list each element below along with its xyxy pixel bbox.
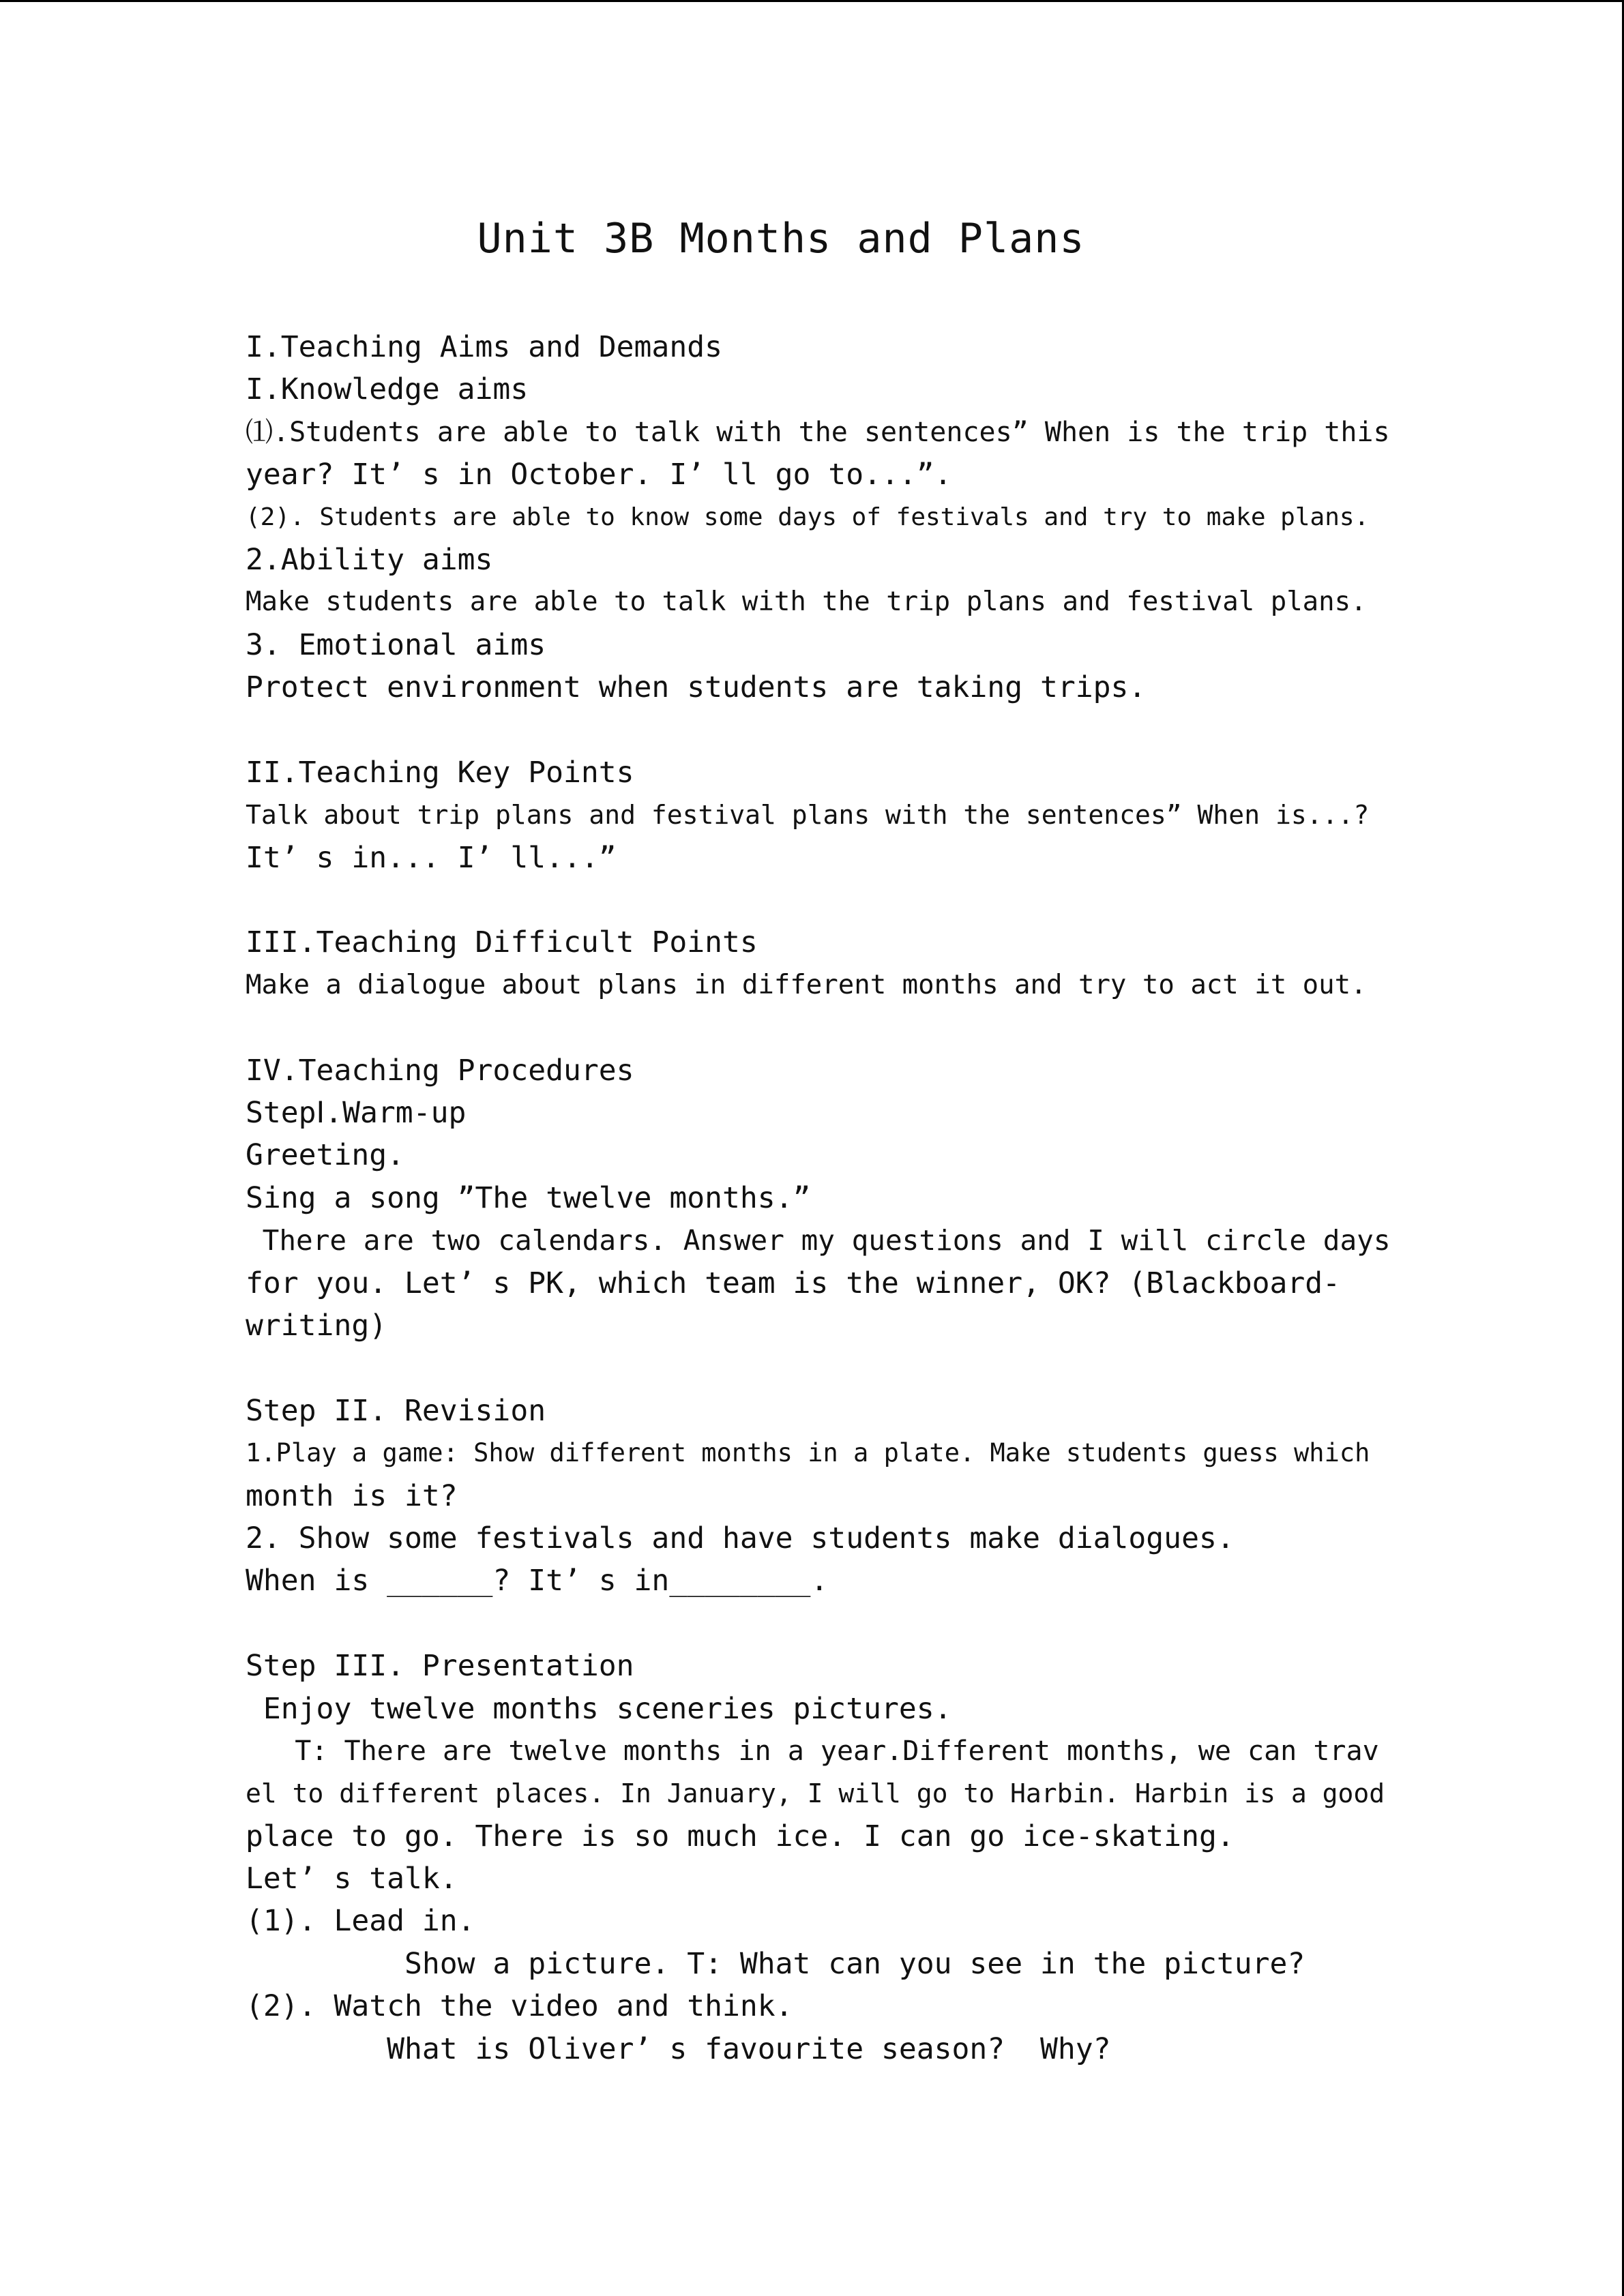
text-line: year? It’ s in October. I’ ll go to...”. (246, 458, 952, 492)
subheading-emotional-aims: 3. Emotional aims (246, 627, 546, 662)
text-line: writing) (246, 1308, 387, 1343)
blank-line (246, 1007, 1391, 1049)
document-body (246, 326, 1391, 2070)
subheading-knowledge-aims: I.Knowledge aims (246, 372, 529, 407)
text-line: 2. Show some festivals and have students make dialogues. (246, 1521, 1235, 1555)
text-line: (1). Lead in. (246, 1904, 475, 1939)
blank-line (246, 879, 1391, 921)
text-line: (2). Watch the video and think. (246, 1989, 793, 2024)
text-line: When is ______? It’ s in________. (246, 1564, 829, 1598)
text-line: Greeting. (246, 1138, 404, 1173)
blank-line (246, 1602, 1391, 1645)
section-heading-aims: I.Teaching Aims and Demands (246, 330, 722, 364)
text-line: Enjoy twelve months sceneries pictures. (246, 1691, 952, 1726)
text-line: Talk about trip plans and festival plans with the sentences” When is...? (246, 800, 1370, 831)
text-line: (2). Students are able to know some days of festivals and try to make plans. (246, 503, 1370, 531)
blank-line (246, 709, 1391, 751)
text-line: place to go. There is so much ice. I can go ice-skating. (246, 1819, 1235, 1853)
step-heading-warm-up: StepⅠ.Warm-up (246, 1096, 467, 1131)
page-top-border (0, 0, 1624, 2)
text-line: for you. Let’ s PK, which team is the winner, OK? (Blackboard- (246, 1266, 1341, 1300)
text-line: 1.Play a game: Show different months in a plate. Make students guess which (246, 1438, 1370, 1468)
text-line: There are two calendars. Answer my questions and I will circle days (246, 1224, 1391, 1257)
text-line: T: There are twelve months in a year.Different months, we can trav (246, 1735, 1379, 1767)
section-heading-procedures: IV.Teaching Procedures (246, 1053, 634, 1088)
step-heading-presentation: Step III. Presentation (246, 1649, 634, 1684)
section-heading-key-points: II.Teaching Key Points (246, 755, 634, 790)
text-line: Make a dialogue about plans in different months and try to act it out. (246, 969, 1367, 1000)
text-line: month is it? (246, 1478, 458, 1513)
text-line: Sing a song ”The twelve months.” (246, 1180, 811, 1215)
document-title: Unit 3B Months and Plans (477, 215, 1085, 263)
text-line: ⑴.Students are able to talk with the sentences” When is the trip this (246, 416, 1390, 448)
text-line: Protect environment when students are taking trips. (246, 670, 1147, 705)
text-line: It’ s in... I’ ll...” (246, 840, 617, 875)
step-heading-revision: Step II. Revision (246, 1393, 546, 1428)
section-heading-difficult-points: III.Teaching Difficult Points (246, 925, 758, 960)
text-line: What is Oliver’ s favourite season? Why? (246, 2031, 1111, 2066)
text-line: Show a picture. T: What can you see in the picture? (246, 1946, 1305, 1981)
blank-line (246, 1347, 1391, 1389)
text-line: el to different places. In January, I will go to Harbin. Harbin is a good (246, 1778, 1385, 1809)
text-line: Make students are able to talk with the trip plans and festival plans. (246, 586, 1367, 618)
text-line: Let’ s talk. (246, 1862, 458, 1896)
subheading-ability-aims: 2.Ability aims (246, 542, 493, 577)
